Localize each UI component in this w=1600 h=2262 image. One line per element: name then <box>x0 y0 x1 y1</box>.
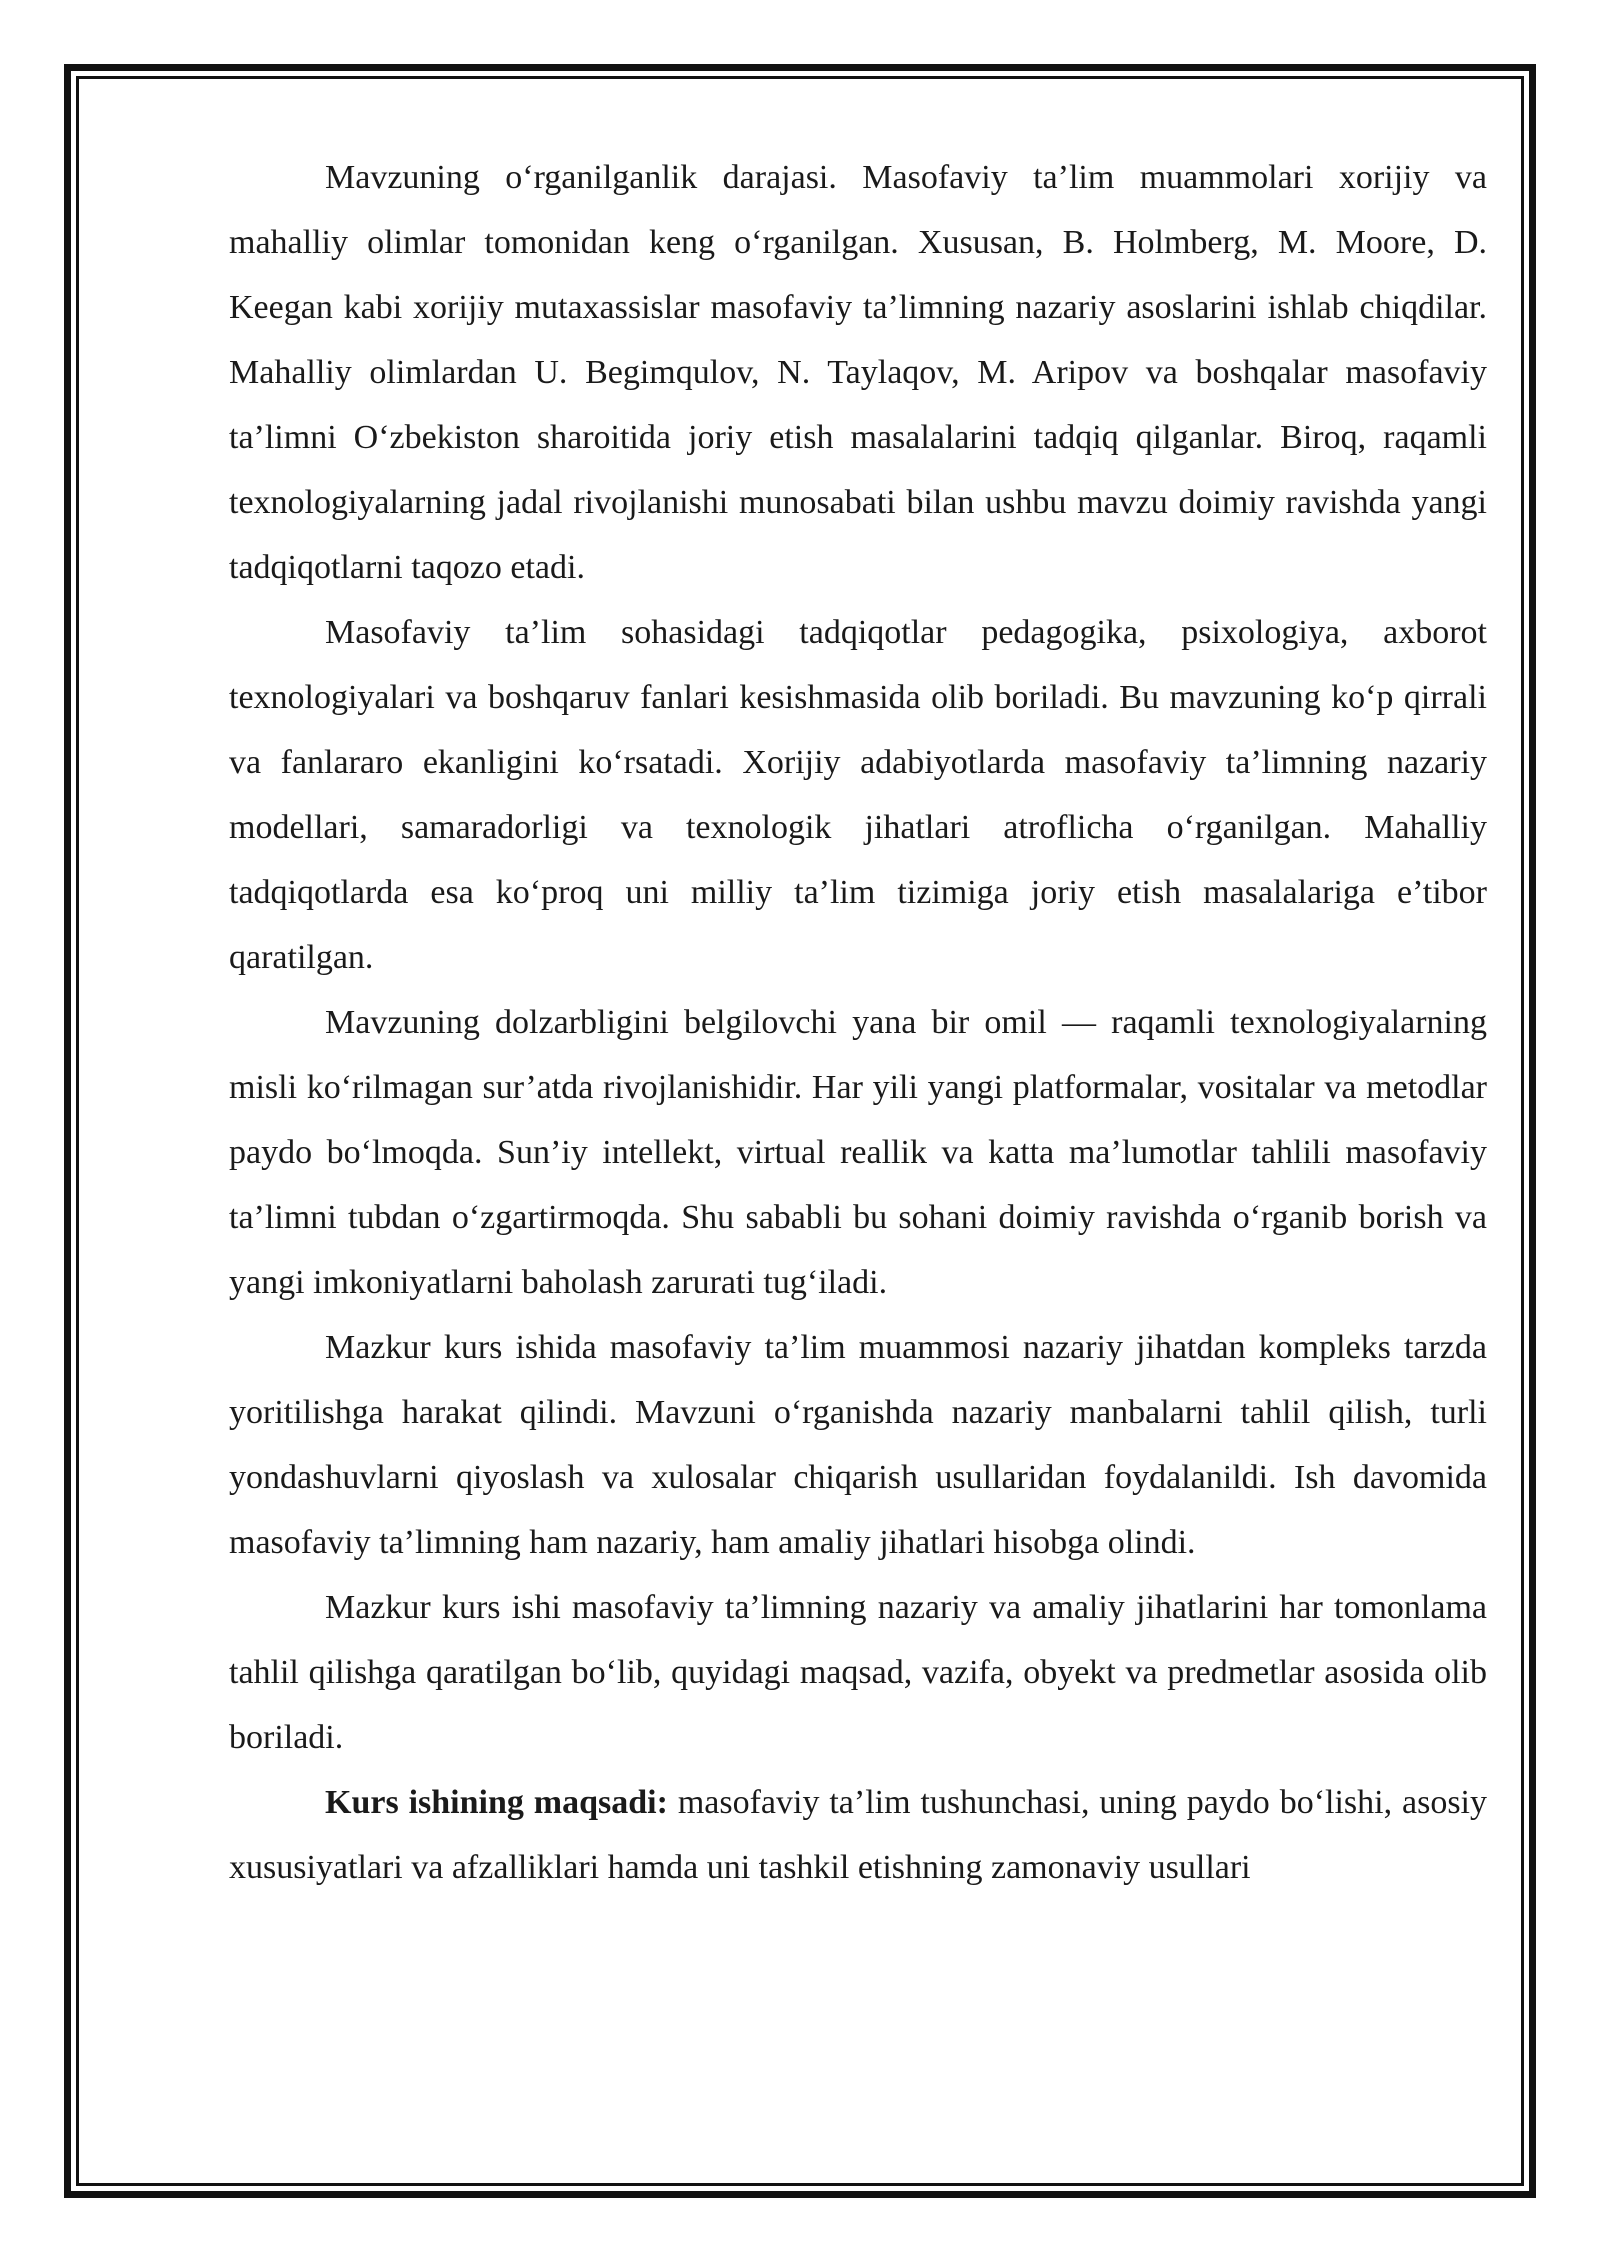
paragraph-study-level: Mavzuning o‘rganilganlik darajasi. Masofaviy ta’lim muammolari xorijiy va mahalliy olimlar tomonidan keng o‘rganilgan. Xususan, B. Holmberg, M. Moore, D. Keegan kabi xorijiy mutaxassislar masofaviy ta’limning nazariy asoslarini ishlab chiqdilar. Mahalliy olimlardan U. Begimqulov, N. Taylaqov, M. Aripov va boshqalar masofaviy ta’limni O‘zbekiston sharoitida joriy etish masalalarini tadqiq qilganlar. Biroq, raqamli texnologiyalarning jadal rivojlanishi munosabati bilan ushbu mavzu doimiy ravishda yangi tadqiqotlarni taqozo etadi. <box>229 159 1487 586</box>
document-body <box>229 145 1487 1900</box>
paragraph-goal <box>229 1770 1487 1900</box>
paragraph-scope: Mazkur kurs ishi masofaviy ta’limning nazariy va amaliy jihatlarini har tomonlama tahlil qilishga qaratilgan bo‘lib, quyidagi maqsad, vazifa, obyekt va predmetlar asosida olib boriladi. <box>229 1589 1487 1756</box>
goal-text: masofaviy ta’lim tushunchasi, uning paydo bo‘lishi, asosiy xususiyatlari va afzalliklari hamda uni tashkil etishning zamonaviy usullari <box>229 1784 1487 1886</box>
paragraph-relevance: Mavzuning dolzarbligini belgilovchi yana bir omil — raqamli texnologiyalarning misli ko‘rilmagan sur’atda rivojlanishidir. Har yili yangi platformalar, vositalar va metodlar paydo bo‘lmoqda. Sun’iy intellekt, virtual reallik va katta ma’lumotlar tahlili masofaviy ta’limni tubdan o‘zgartirmoqda. Shu sababli bu sohani doimiy ravishda o‘rganib borish va yangi imkoniyatlarni baholash zarurati tug‘iladi. <box>229 1004 1487 1301</box>
goal-label: Kurs ishining maqsadi: <box>325 1784 668 1821</box>
paragraph-methodology: Mazkur kurs ishida masofaviy ta’lim muammosi nazariy jihatdan kompleks tarzda yoritilishga harakat qilindi. Mavzuni o‘rganishda nazariy manbalarni tahlil qilish, turli yondashuvlarni qiyoslash va xulosalar chiqarish usullaridan foydalanildi. Ish davomida masofaviy ta’limning ham nazariy, ham amaliy jihatlari hisobga olindi. <box>229 1329 1487 1561</box>
paragraph-research-fields: Masofaviy ta’lim sohasidagi tadqiqotlar pedagogika, psixologiya, axborot texnologiyalari va boshqaruv fanlari kesishmasida olib boriladi. Bu mavzuning ko‘p qirrali va fanlararo ekanligini ko‘rsatadi. Xorijiy adabiyotlarda masofaviy ta’limning nazariy modellari, samaradorligi va texnologik jihatlari atroflicha o‘rganilgan. Mahalliy tadqiqotlarda esa ko‘proq uni milliy ta’lim tizimiga joriy etish masalalariga e’tibor qaratilgan. <box>229 614 1487 976</box>
